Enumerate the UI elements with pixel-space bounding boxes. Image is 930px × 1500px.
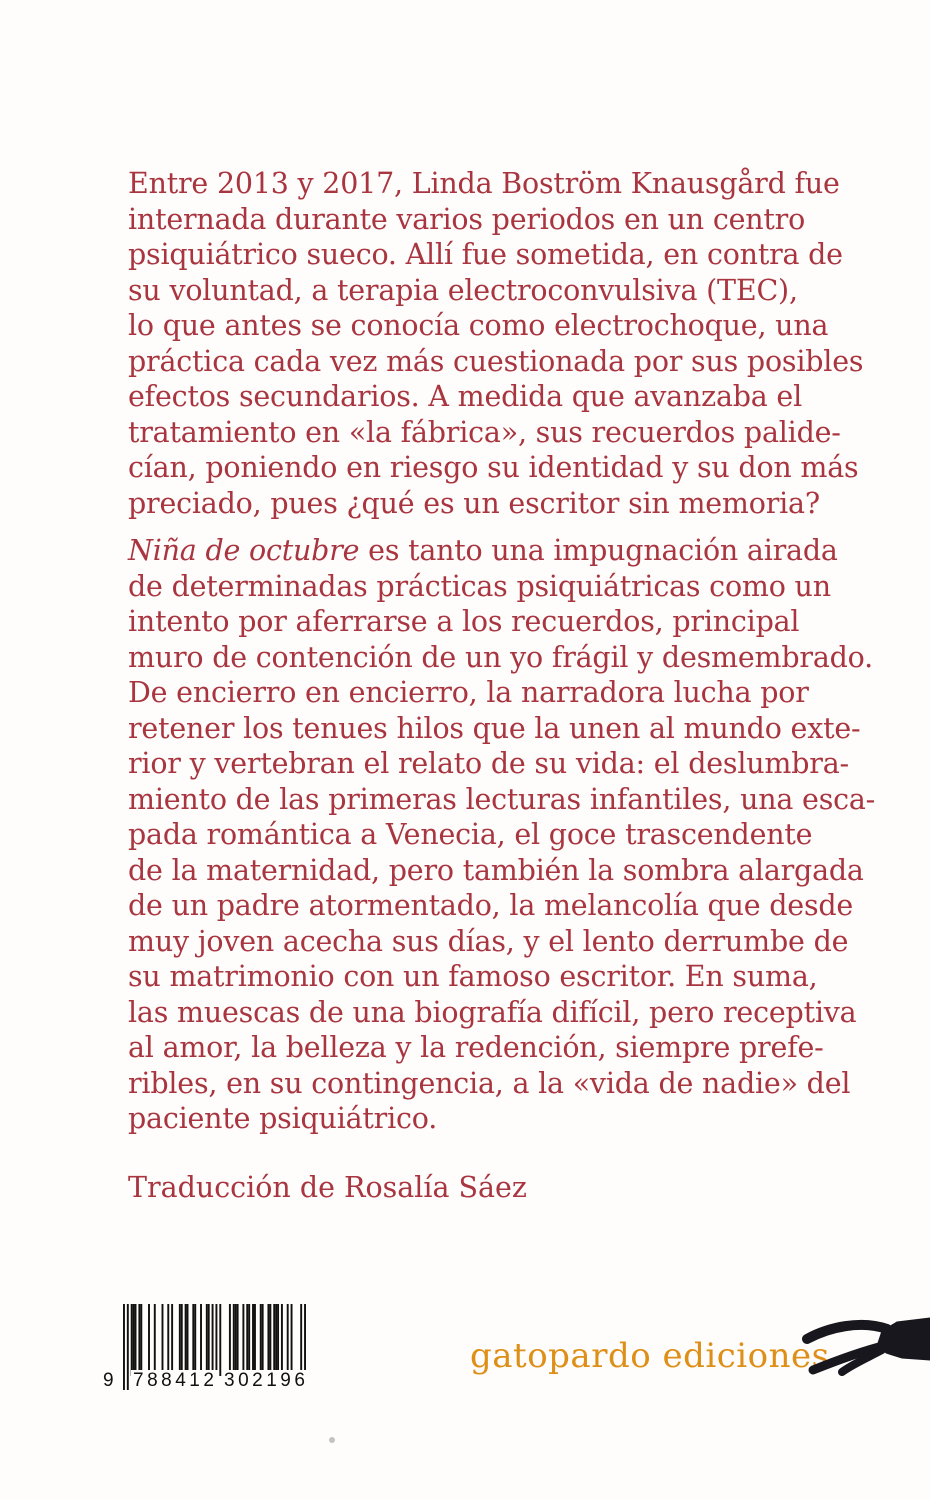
- text-line: retener los tenues hilos que la unen al mundo exte-: [128, 711, 861, 745]
- synopsis-paragraph-1: [128, 166, 863, 521]
- text-line: cían, poniendo en riesgo su identidad y su don más: [128, 451, 859, 484]
- barcode-digits-right: 302196: [224, 1370, 309, 1391]
- text-line: práctica cada vez más cuestionada por sus posibles: [128, 344, 864, 378]
- text-line: [128, 533, 875, 569]
- leaping-cat-icon: [785, 1292, 930, 1402]
- text-line: rior y vertebran el relato de su vida: el deslumbra-: [128, 747, 849, 780]
- text-line: de determinadas prácticas psiquiátricas como un: [128, 569, 831, 603]
- text-line: paciente psiquiátrico.: [128, 1102, 438, 1135]
- isbn-barcode: [105, 1304, 320, 1400]
- paper-speck: [329, 1437, 335, 1443]
- synopsis-paragraph-2: [128, 533, 875, 1137]
- text-line: muy joven acecha sus días, y el lento derrumbe de: [128, 924, 849, 958]
- text-line: internada durante varios periodos en un centro: [128, 202, 806, 236]
- text-line: Entre 2013 y 2017, Linda Boström Knausgård fue: [128, 167, 840, 200]
- text-line: de un padre atormentado, la melancolía que desde: [128, 889, 854, 922]
- text-line: lo que antes se conocía como electrochoque, una: [128, 309, 829, 342]
- text-line: ribles, en su contingencia, a la «vida de nadie» del: [128, 1066, 851, 1100]
- translation-credit: Traducción de Rosalía Sáez: [128, 1171, 527, 1204]
- text-line: psiquiátrico sueco. Allí fue sometida, en contra de: [128, 238, 843, 271]
- publisher-name: gatopardo ediciones: [470, 1336, 830, 1376]
- text-line: De encierro en encierro, la narradora lucha por: [128, 676, 809, 709]
- book-title-italic: Niña de octubre: [128, 534, 360, 567]
- text-line: su matrimonio con un famoso escritor. En suma,: [128, 960, 818, 993]
- text-line: preciado, pues ¿qué es un escritor sin memoria?: [128, 486, 820, 520]
- text-line-rest: es tanto una impugnación airada: [359, 534, 838, 567]
- text-line: efectos secundarios. A medida que avanzaba el: [128, 380, 803, 413]
- text-line: muro de contención de un yo frágil y desmembrado.: [128, 640, 873, 674]
- barcode-digit-lead: 9: [103, 1370, 118, 1391]
- text-line: pada romántica a Venecia, el goce trascendente: [128, 818, 813, 851]
- barcode-digits-left: 788412: [133, 1370, 218, 1391]
- text-line: su voluntad, a terapia electroconvulsiva (TEC),: [128, 273, 798, 307]
- text-line: las muescas de una biografía difícil, pero receptiva: [128, 995, 857, 1029]
- text-line: intento por aferrarse a los recuerdos, principal: [128, 605, 800, 638]
- text-line: tratamiento en «la fábrica», sus recuerdos palide-: [128, 415, 841, 449]
- text-line: al amor, la belleza y la redención, siempre prefe-: [128, 1031, 824, 1064]
- text-line: miento de las primeras lecturas infantiles, una esca-: [128, 782, 876, 816]
- text-line: de la maternidad, pero también la sombra alargada: [128, 853, 864, 887]
